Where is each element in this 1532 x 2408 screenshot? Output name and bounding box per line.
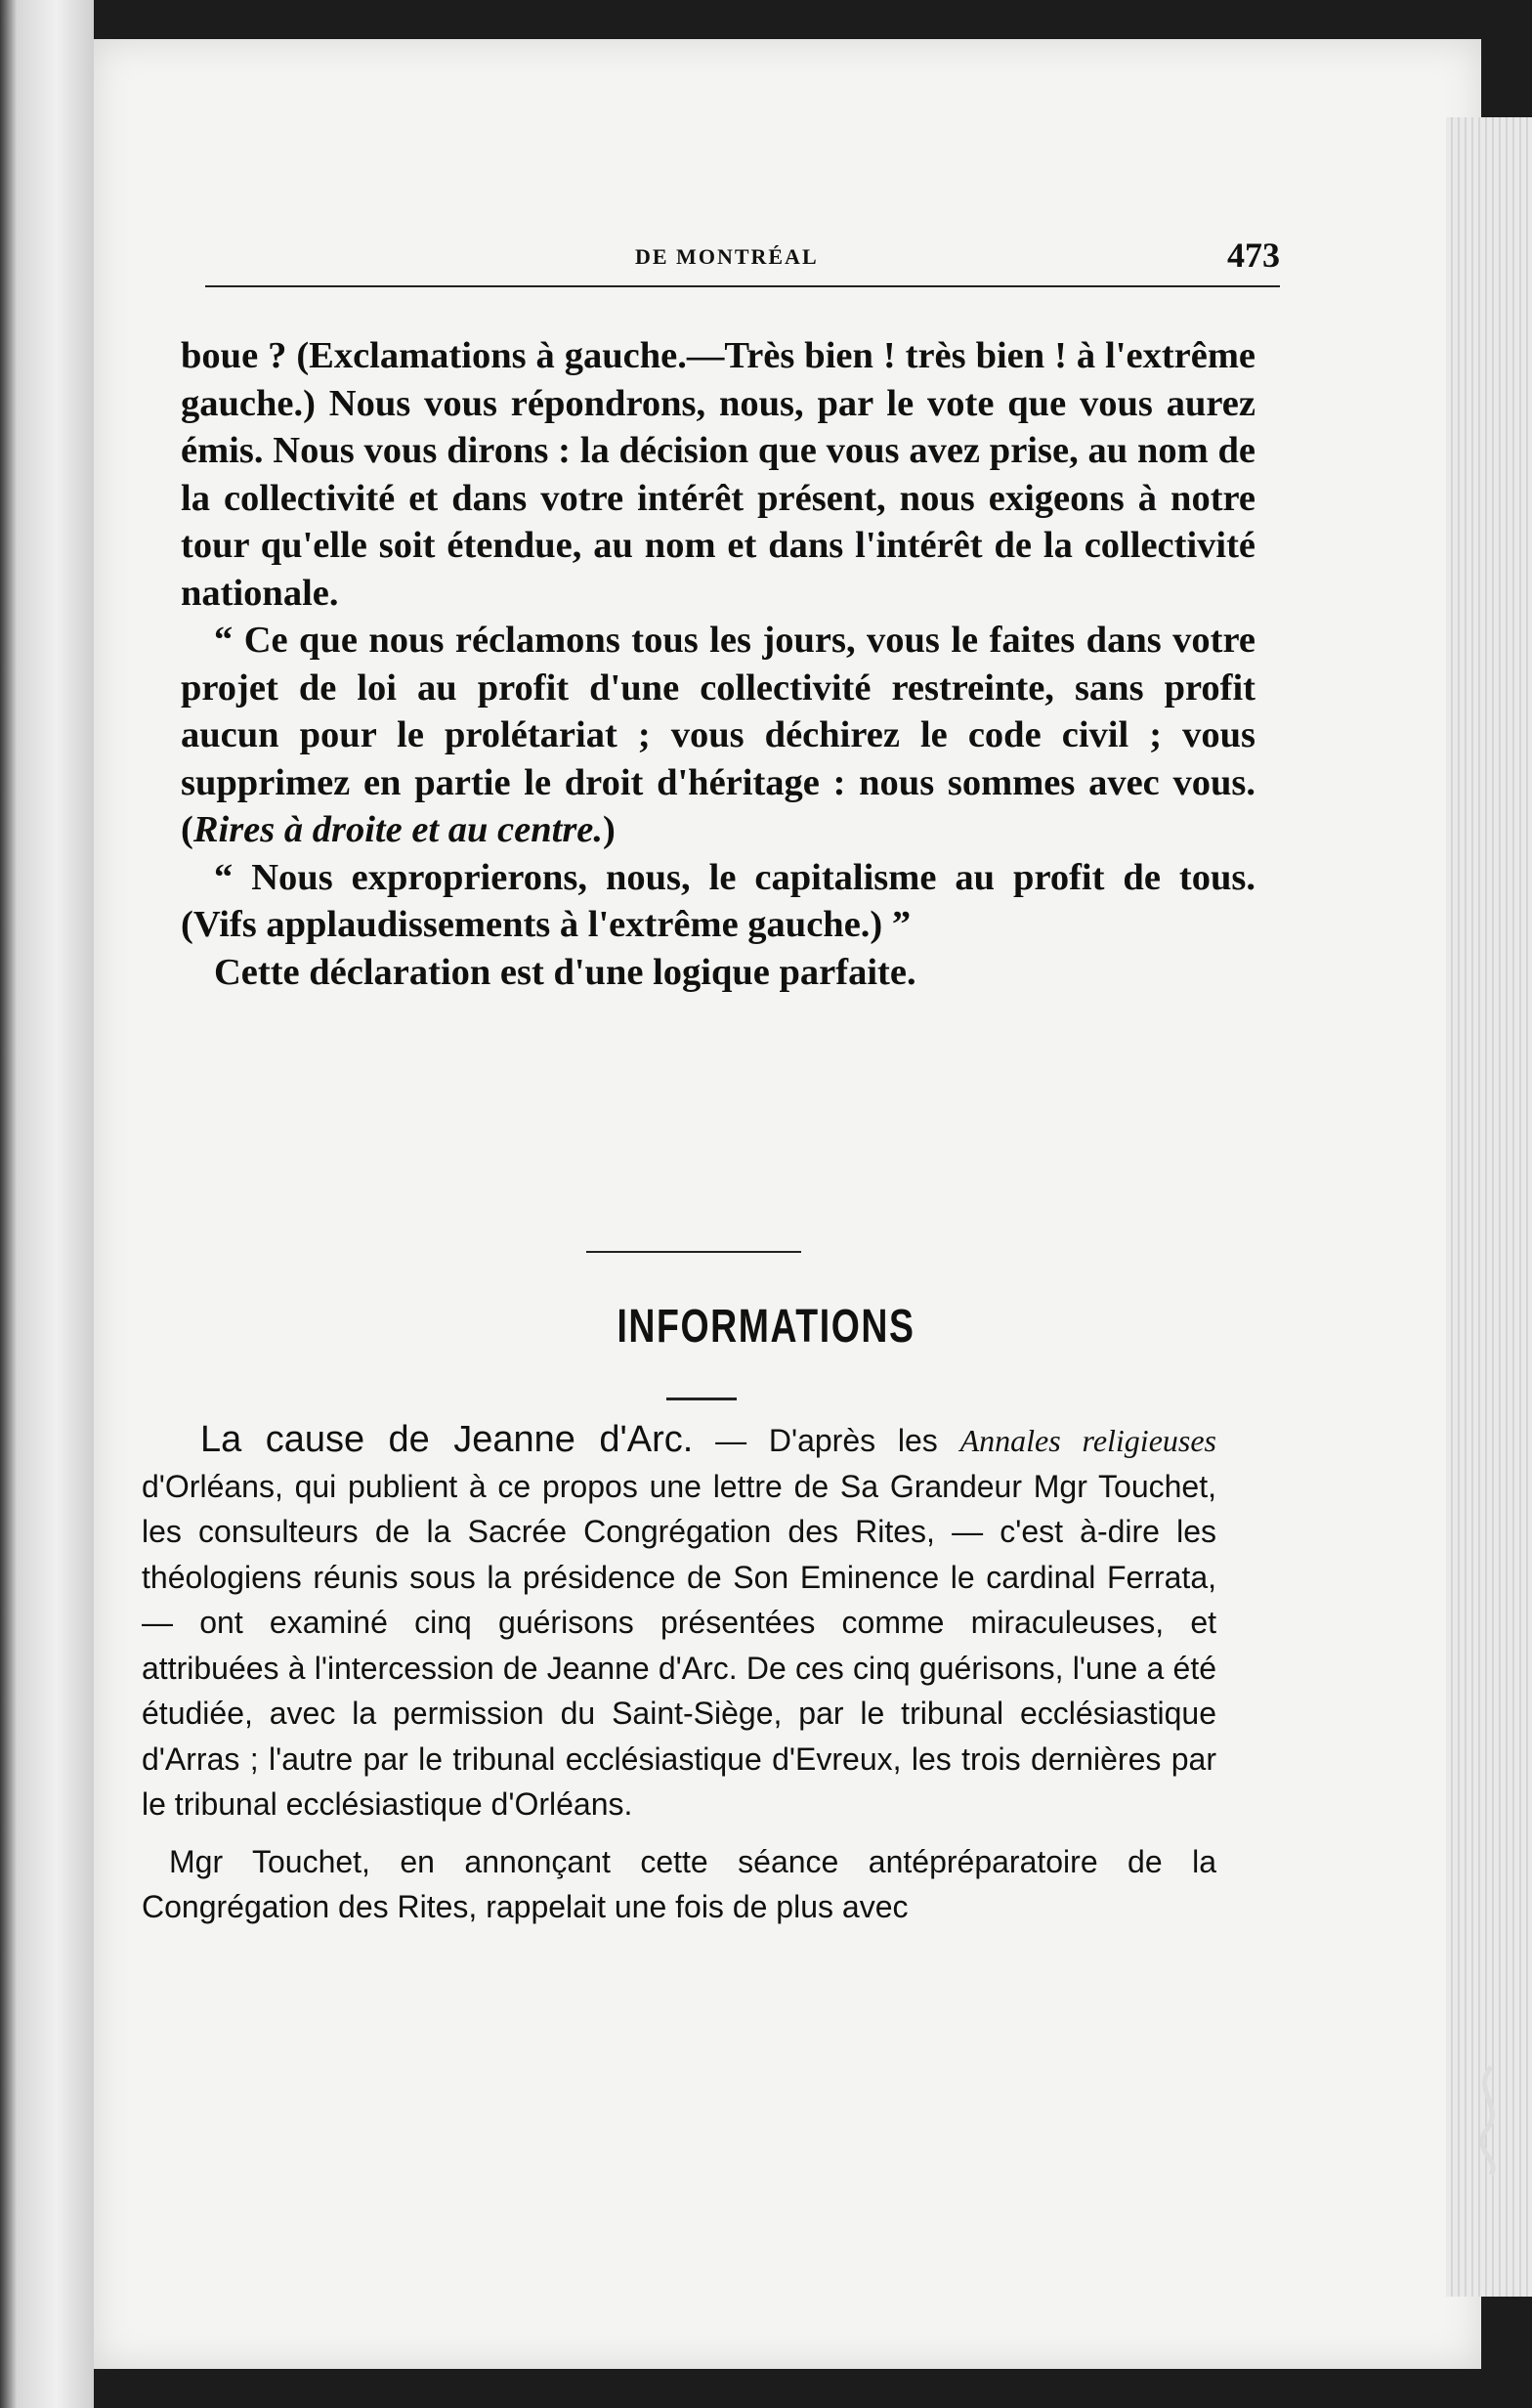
title-underline: [666, 1398, 737, 1400]
informations-lead: La cause de Jeanne d'Arc.: [200, 1419, 694, 1460]
informations-text: [142, 1417, 1216, 1930]
speech-paragraph-2: [181, 617, 1255, 854]
informations-paragraph-1: [142, 1417, 1216, 1828]
previous-page-edge: [0, 0, 94, 2408]
page-header: [205, 235, 1280, 293]
informations-paragraph-1-a: — D'après les: [693, 1423, 960, 1458]
header-rule: [205, 285, 1280, 287]
page-edges: [1446, 117, 1532, 2297]
running-head: DE MONTRÉAL: [635, 244, 819, 269]
section-title: INFORMATIONS: [617, 1301, 915, 1353]
section-divider: [586, 1251, 801, 1253]
speech-paragraph-1: boue ? (Exclamations à gauche.—Très bien ! très bien ! à l'extrême gauche.) Nous vous répondrons, nous, par le vote que vous aurez émis. Nous vous dirons : la décision que vous avez prise, au nom de la collectivité et dans votre intérêt présent, nous exigeons à notre tour qu'elle soit étendue, au nom et dans l'intérêt de la collectivité nationale.: [181, 335, 1255, 614]
speech-paragraph-2-main: “ Ce que nous réclamons tous les jours, vous le faites dans votre projet de loi au profit d'une collectivité restreinte, sans profit aucun pour le prolétariat ; vous déchirez le code civil ; vous supprimez en partie le droit d'héritage : nous sommes avec vous. (: [181, 620, 1255, 850]
speech-paragraph-2-end: ): [603, 809, 616, 850]
scan-artifact-mark: [1462, 2062, 1520, 2179]
informations-paragraph-1-b: d'Orléans, qui publient à ce propos une lettre de Sa Grandeur Mgr Touchet, les consulteurs de la Sacrée Congrégation des Rites, — c'est à-dire les théologiens réunis sous la présidence de Son Eminence le cardinal Ferrata, — ont examiné cinq guérisons présentées comme miraculeuses, et attribuées à l'intercession de Jeanne d'Arc. De ces cinq guérisons, l'une a été étudiée, avec la permission du Saint-Siège, par le tribunal ecclésiastique d'Arras ; l'autre par le tribunal ecclésiastique d'Evreux, les trois dernières par le tribunal ecclésiastique d'Orléans.: [142, 1468, 1216, 1822]
informations-paragraph-2: Mgr Touchet, en annonçant cette séance antépréparatoire de la Congrégation des Rites, rappelait une fois de plus avec: [142, 1843, 1216, 1924]
speech-paragraph-2-italic: Rires à droite et au centre.: [192, 809, 604, 850]
speech-paragraph-4: Cette déclaration est d'une logique parfaite.: [214, 951, 916, 993]
speech-paragraph-3: “ Nous exproprierons, nous, le capitalisme au profit de tous. (Vifs applaudissements à l'extrême gauche.) ”: [181, 856, 1255, 945]
speech-text: [181, 332, 1255, 996]
page-number: 473: [1227, 236, 1280, 275]
informations-paragraph-1-italic: Annales religieuses: [959, 1423, 1217, 1458]
